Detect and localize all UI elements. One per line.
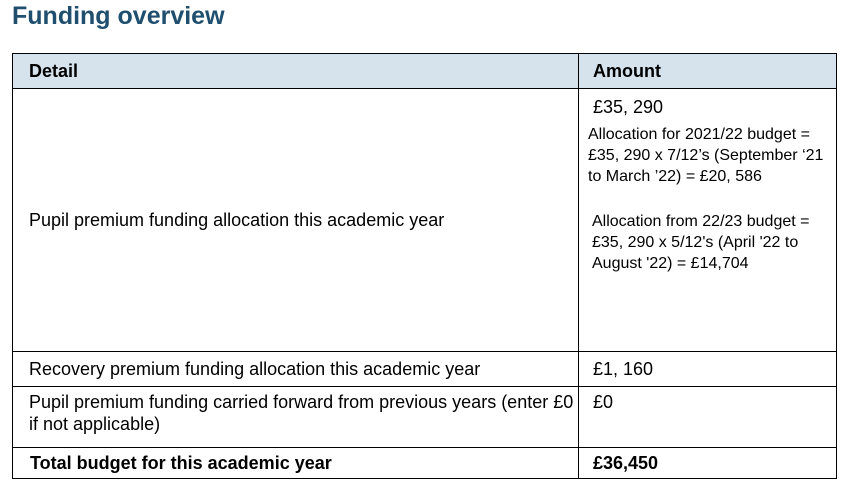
recovery-premium-detail: Recovery premium funding allocation this academic year [13, 352, 579, 387]
allocation-note-2021-22: Allocation for 2021/22 budget = £35, 290 x 7/12’s (September ‘21 to March ’22) = £20, 586 [588, 126, 824, 185]
total-amount: £36,450 [579, 448, 837, 479]
pupil-premium-amount: £35, 290 [593, 97, 664, 117]
table-header-row [13, 54, 837, 89]
recovery-premium-amount: £1, 160 [579, 352, 837, 387]
table-row-pupil-premium [13, 89, 837, 352]
table-row-recovery-premium [13, 352, 837, 387]
funding-table [12, 53, 837, 479]
carried-forward-amount: £0 [579, 387, 837, 448]
table-row-carried-forward [13, 387, 837, 448]
carried-forward-detail: Pupil premium funding carried forward from previous years (enter £0 if not applicable) [13, 387, 579, 448]
allocation-note-2022-23: Allocation from 22/23 budget = £35, 290 x 5/12's (April '22 to August '22) = £14,704 [592, 213, 810, 272]
total-detail: Total budget for this academic year [13, 448, 579, 479]
pupil-premium-amount-cell [579, 89, 837, 352]
header-detail: Detail [13, 54, 579, 89]
page-title: Funding overview [12, 2, 225, 30]
pupil-premium-detail: Pupil premium funding allocation this academic year [13, 89, 579, 352]
header-amount: Amount [579, 54, 837, 89]
table-row-total [13, 448, 837, 479]
